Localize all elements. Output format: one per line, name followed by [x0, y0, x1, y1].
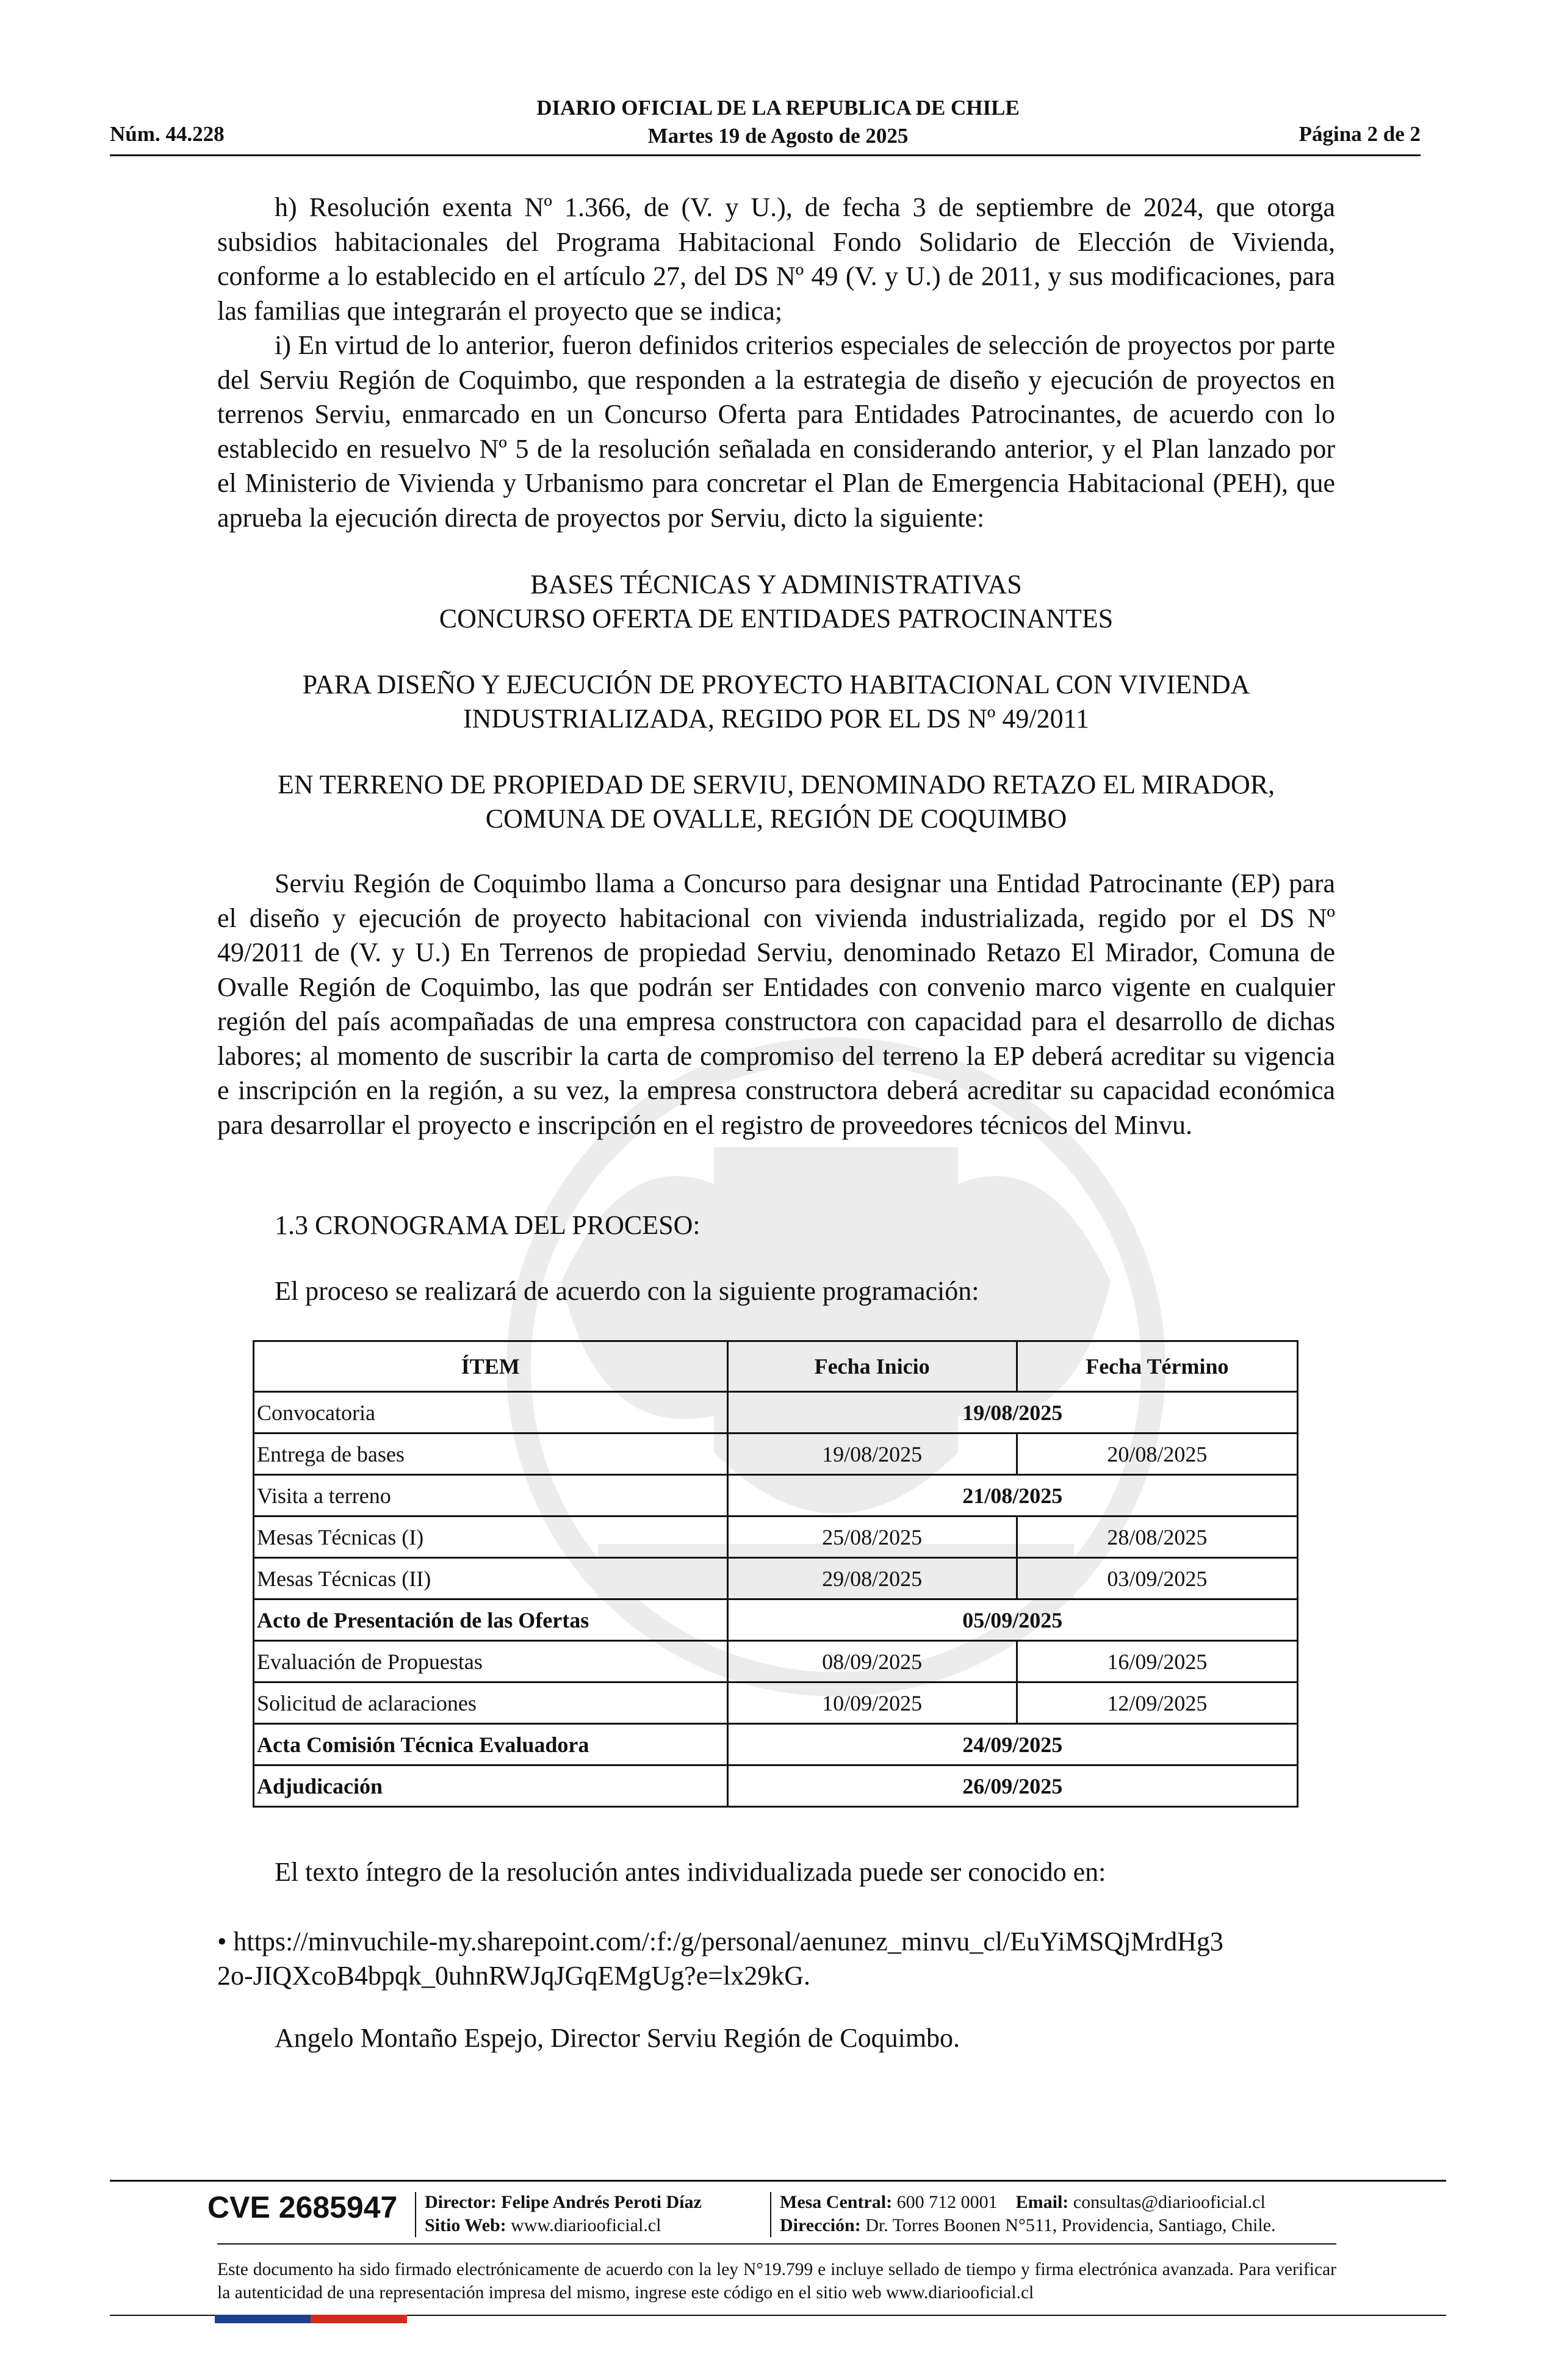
title-line: BASES TÉCNICAS Y ADMINISTRATIVAS — [530, 569, 1022, 599]
table-row — [254, 1724, 1298, 1765]
footer-divider — [217, 2243, 1336, 2245]
signature: Angelo Montaño Espejo, Director Serviu Región de Coquimbo. — [275, 2023, 960, 2053]
title-line: COMUNA DE OVALLE, REGIÓN DE COQUIMBO — [485, 804, 1067, 834]
bases-title — [217, 568, 1335, 636]
date-cell: 26/09/2025 — [727, 1765, 1297, 1807]
issue-number: Núm. 44.228 — [110, 122, 225, 146]
end-date-cell: 16/09/2025 — [1017, 1641, 1297, 1682]
item-cell: Acto de Presentación de las Ofertas — [254, 1599, 728, 1641]
title-line: PARA DISEÑO Y EJECUCIÓN DE PROYECTO HABITACIONAL CON VIVIENDA — [302, 669, 1250, 699]
start-date-cell: 08/09/2025 — [727, 1641, 1017, 1682]
column-header-start: Fecha Inicio — [727, 1341, 1017, 1392]
footer-separator — [770, 2192, 771, 2237]
schedule-table — [253, 1340, 1298, 1808]
address: Dr. Torres Boonen N°511, Providencia, Santiago, Chile. — [865, 2215, 1276, 2235]
date-cell: 21/08/2025 — [727, 1475, 1297, 1516]
email-label: Email: — [1015, 2192, 1069, 2212]
cve-code: CVE 2685947 — [207, 2190, 398, 2224]
table-row — [254, 1516, 1298, 1558]
legal-notice: Este documento ha sido firmado electrónicamente de acuerdo con la ley N°19.799 e incluye sellado de tiempo y firma electrónica avanzada. Para verificar la autenticidad de una representación impresa del mismo, ingrese este código en el sitio web www.diariooficial.cl — [217, 2260, 1336, 2302]
flag-blue-segment — [215, 2315, 311, 2323]
item-cell: Adjudicación — [254, 1765, 728, 1807]
item-cell: Convocatoria — [254, 1392, 728, 1433]
item-cell: Mesas Técnicas (II) — [254, 1558, 728, 1599]
phone-label: Mesa Central: — [780, 2192, 893, 2212]
flag-stripe — [215, 2315, 407, 2323]
resolution-text: El texto íntegro de la resolución antes individualizada puede ser conocido en: — [275, 1857, 1106, 1887]
date-cell: 19/08/2025 — [727, 1392, 1297, 1433]
table-row — [254, 1599, 1298, 1641]
director-label: Director: — [425, 2192, 497, 2212]
table-row — [254, 1682, 1298, 1724]
column-header-end: Fecha Término — [1017, 1341, 1297, 1392]
resolution-link[interactable] — [217, 1925, 1223, 1993]
table-row — [254, 1433, 1298, 1475]
item-cell: Solicitud de aclaraciones — [254, 1682, 728, 1724]
page-number: Página 2 de 2 — [1298, 122, 1421, 146]
director-name: Felipe Andrés Peroti Díaz — [501, 2192, 702, 2212]
newspaper-title: DIARIO OFICIAL DE LA REPUBLICA DE CHILE — [536, 96, 1020, 120]
table-row — [254, 1392, 1298, 1433]
flag-red-segment — [311, 2315, 407, 2323]
call-paragraph: Serviu Región de Coquimbo llama a Concurso para designar una Entidad Patrocinante (EP) para el diseño y ejecución de proyecto habitacional con vivienda industrializada, regido por el DS Nº 49/2011 de (V. y U.) En Terrenos de propiedad Serviu, denominado Retazo El Mirador, Comuna de Ovalle Región de Coquimbo, las que podrán ser Entidades con convenio marco vigente en cualquier región del país acompañadas de una empresa constructora con capacidad para el desarrollo de dichas labores; al momento de suscribir la carta de compromiso del terreno la EP deberá acreditar su vigencia e inscripción en la región, a su vez, la empresa constructora deberá acreditar su capacidad económica para desarrollar el proyecto e inscripción en el registro de proveedores técnicos del Minvu. — [217, 868, 1335, 1140]
start-date-cell: 25/08/2025 — [727, 1516, 1017, 1558]
column-header-item: ÍTEM — [254, 1341, 728, 1392]
end-date-cell: 12/09/2025 — [1017, 1682, 1297, 1724]
location-title — [217, 768, 1335, 836]
table-row — [254, 1641, 1298, 1682]
call-paragraph-block — [217, 867, 1335, 1142]
title-line: INDUSTRIALIZADA, REGIDO POR EL DS Nº 49/2011 — [463, 704, 1089, 734]
issue-date: Martes 19 de Agosto de 2025 — [647, 124, 909, 148]
table-row — [254, 1475, 1298, 1516]
header-divider — [110, 154, 1421, 156]
date-cell: 24/09/2025 — [727, 1724, 1297, 1765]
footer-separator — [415, 2192, 416, 2237]
website-link[interactable]: www.diariooficial.cl — [511, 2215, 661, 2235]
title-line: EN TERRENO DE PROPIEDAD DE SERVIU, DENOMINADO RETAZO EL MIRADOR, — [277, 770, 1275, 799]
item-cell: Entrega de bases — [254, 1433, 728, 1475]
end-date-cell: 20/08/2025 — [1017, 1433, 1297, 1475]
section-heading: 1.3 CRONOGRAMA DEL PROCESO: — [275, 1210, 701, 1240]
email-link[interactable]: consultas@diariooficial.cl — [1073, 2192, 1266, 2212]
table-row — [254, 1558, 1298, 1599]
address-label: Dirección: — [780, 2215, 861, 2235]
link-line[interactable]: • https://minvuchile-my.sharepoint.com/:f:/g/personal/aenunez_minvu_cl/EuYiMSQjMrdHg3 — [217, 1927, 1223, 1956]
project-title — [217, 668, 1335, 736]
table-row — [254, 1765, 1298, 1807]
paragraph-i: i) En virtud de lo anterior, fueron definidos criterios especiales de selección de proyectos por parte del Serviu Región de Coquimbo, que responden a la estrategia de diseño y ejecución de proyectos en terrenos Serviu, enmarcado en un Concurso Oferta para Entidades Patrocinantes, de acuerdo con lo establecido en resuelvo Nº 5 de la resolución señalada en considerando anterior, y el Plan lanzado por el Ministerio de Vivienda y Urbanismo para concretar el Plan de Emergencia Habitacional (PEH), que aprueba la ejecución directa de proyectos por Serviu, dicto la siguiente: — [217, 330, 1335, 533]
start-date-cell: 29/08/2025 — [727, 1558, 1017, 1599]
footer-director-block — [425, 2191, 702, 2237]
footer-contact-block — [780, 2191, 1276, 2237]
schedule-intro: El proceso se realizará de acuerdo con la siguiente programación: — [275, 1276, 979, 1306]
start-date-cell: 19/08/2025 — [727, 1433, 1017, 1475]
item-cell: Acta Comisión Técnica Evaluadora — [254, 1724, 728, 1765]
item-cell: Visita a terreno — [254, 1475, 728, 1516]
considerandos-block — [217, 190, 1335, 535]
end-date-cell: 03/09/2025 — [1017, 1558, 1297, 1599]
footer-divider — [110, 2180, 1446, 2182]
link-line[interactable]: 2o-JIQXcoB4bpqk_0uhnRWJqJGqEMgUg?e=lx29kG. — [217, 1961, 810, 1991]
item-cell: Evaluación de Propuestas — [254, 1641, 728, 1682]
date-cell: 05/09/2025 — [727, 1599, 1297, 1641]
phone-number: 600 712 0001 — [896, 2192, 998, 2212]
table-header-row — [254, 1341, 1298, 1392]
paragraph-h: h) Resolución exenta Nº 1.366, de (V. y U.), de fecha 3 de septiembre de 2024, que otorga subsidios habitacionales del Programa Habitacional Fondo Solidario de Elección de Vivienda, conforme a lo establecido en el artículo 27, del DS Nº 49 (V. y U.) de 2011, y sus modificaciones, para las familias que integrarán el proyecto que se indica; — [217, 192, 1335, 326]
start-date-cell: 10/09/2025 — [727, 1682, 1017, 1724]
item-cell: Mesas Técnicas (I) — [254, 1516, 728, 1558]
end-date-cell: 28/08/2025 — [1017, 1516, 1297, 1558]
title-line: CONCURSO OFERTA DE ENTIDADES PATROCINANTES — [439, 604, 1114, 633]
website-label: Sitio Web: — [425, 2215, 506, 2235]
